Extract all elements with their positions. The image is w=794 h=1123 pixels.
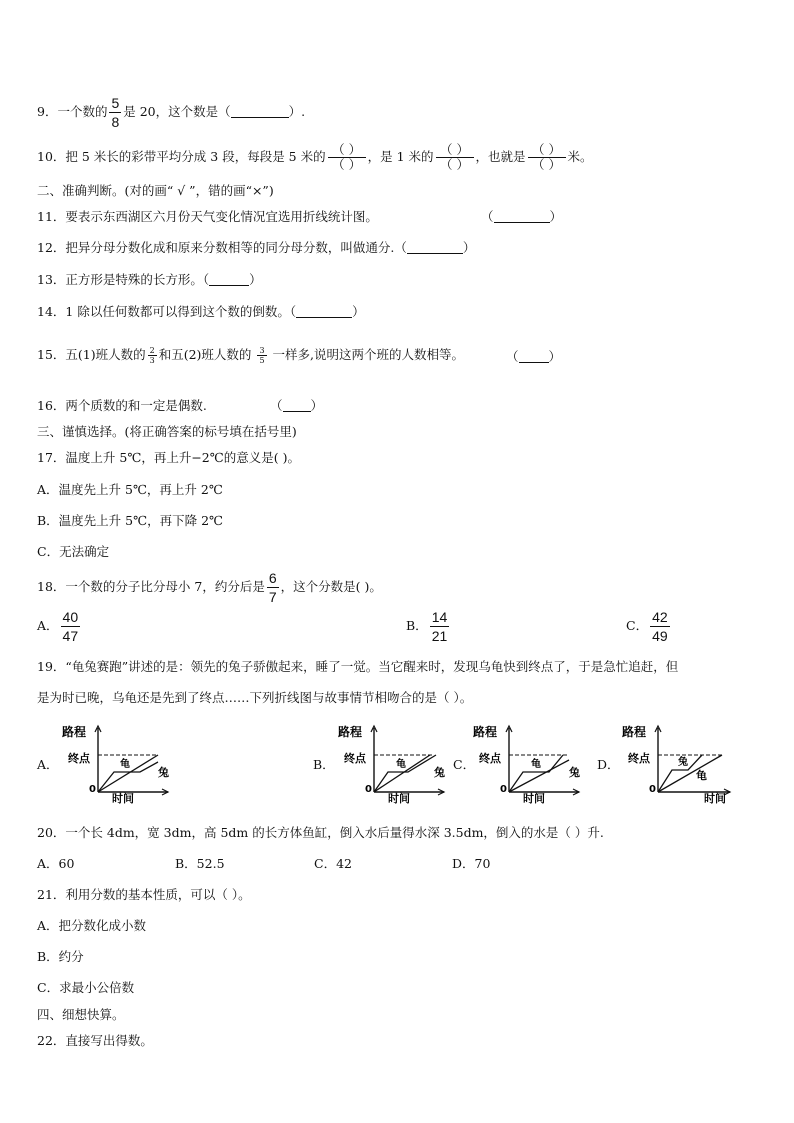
answer-blank[interactable] xyxy=(209,273,249,286)
option-d[interactable]: D．70 xyxy=(452,856,491,871)
section-heading-3: 三、谨慎选择。(将正确答案的标号填在括号里) xyxy=(37,424,297,439)
fraction: $\frac{42}{49}$ xyxy=(652,609,668,644)
option-b[interactable]: B． xyxy=(313,757,335,772)
axis-label-y: 路程 xyxy=(622,725,647,739)
question-14: 14．1 除以任何数都可以得到这个数的倒数。（ ） xyxy=(37,304,365,319)
line-graph-d xyxy=(622,722,734,808)
fraction: $\frac{3}{5}$ xyxy=(259,346,265,365)
option-b[interactable]: B．52.5 xyxy=(175,856,225,871)
question-9: 9．一个数的 $\frac{5}{8}$ 是 20，这个数是（ ）. xyxy=(37,95,306,130)
question-17: 17．温度上升 5℃，再上升−2℃的意义是( )。 xyxy=(37,450,300,465)
question-15: 15．五(1)班人数的 $\frac{2}{3}$ 和五(2)班人数的 $\frac{3}{5}$ 一样多,说明这两个班的人数相等。 xyxy=(37,346,465,365)
answer-fraction-blank[interactable]: $\frac{( )}{( )}$ xyxy=(328,143,366,172)
fraction: $\frac{2}{3}$ xyxy=(149,346,155,365)
finish-label: 终点 xyxy=(344,752,366,765)
question-16: 16．两个质数的和一定是偶数. xyxy=(37,398,207,413)
line-graph-b xyxy=(338,722,448,808)
fraction: $\frac{40}{47}$ xyxy=(62,609,79,644)
rabbit-label: 兔 xyxy=(158,766,169,779)
axis-label-y: 路程 xyxy=(338,725,363,739)
answer-blank[interactable] xyxy=(494,210,550,223)
section-heading-4: 四、细想快算。 xyxy=(37,1007,125,1022)
question-13: 13．正方形是特殊的长方形。（ ） xyxy=(37,272,262,287)
answer-blank[interactable] xyxy=(407,241,463,254)
option-c[interactable]: C． xyxy=(453,757,476,772)
answer-fraction-blank[interactable]: $\frac{( )}{( )}$ xyxy=(528,143,566,172)
option-a[interactable]: A． $\frac{40}{47}$ xyxy=(37,609,79,644)
turtle-label: 龟 xyxy=(120,759,130,770)
axis-label-x: 时间 xyxy=(523,792,545,804)
axis-label-y: 路程 xyxy=(473,725,498,739)
origin-label: 0 xyxy=(649,784,656,795)
finish-label: 终点 xyxy=(479,752,501,765)
answer-blank[interactable] xyxy=(519,350,549,363)
rabbit-label: 兔 xyxy=(434,766,445,779)
question-18: 18．一个数的分子比分母小 7，约分后是 $\frac{6}{7}$ ，这个分数是( )。 xyxy=(37,570,382,605)
answer-fraction-blank[interactable]: $\frac{( )}{( )}$ xyxy=(436,143,474,172)
fraction: $\frac{5}{8}$ xyxy=(111,95,120,130)
option-c[interactable]: C．无法确定 xyxy=(37,544,110,559)
line-graph-c xyxy=(473,722,583,808)
turtle-label: 龟 xyxy=(696,769,707,782)
finish-label: 终点 xyxy=(68,752,90,765)
option-a[interactable]: A．把分数化成小数 xyxy=(37,918,147,933)
answer-paren: （ ） xyxy=(481,209,563,224)
axis-label-x: 时间 xyxy=(388,792,410,804)
question-19-line2: 是为时已晚，乌龟还是先到了终点……下列折线图与故事情节相吻合的是（ ）。 xyxy=(37,690,473,705)
question-20: 20．一个长 4dm，宽 3dm，高 5dm 的长方体鱼缸，倒入水后量得水深 3.5dm，倒入的水是（ ）升. xyxy=(37,825,604,840)
axis-label-y: 路程 xyxy=(62,725,87,739)
option-b[interactable]: B．约分 xyxy=(37,949,84,964)
rabbit-label: 兔 xyxy=(678,757,688,768)
finish-label: 终点 xyxy=(628,752,650,765)
axis-label-x: 时间 xyxy=(112,792,134,804)
fraction: $\frac{6}{7}$ xyxy=(268,570,277,605)
origin-label: 0 xyxy=(365,784,372,795)
axis-label-x: 时间 xyxy=(704,792,726,804)
answer-blank[interactable] xyxy=(296,305,352,318)
line-graph-a xyxy=(62,722,172,808)
turtle-label: 龟 xyxy=(531,759,541,770)
fraction: $\frac{14}{21}$ xyxy=(431,609,448,644)
option-a[interactable]: A．温度先上升 5℃，再上升 2℃ xyxy=(37,482,223,497)
origin-label: 0 xyxy=(89,784,96,795)
answer-paren: （ ） xyxy=(506,349,562,364)
option-c[interactable]: C． $\frac{42}{49}$ xyxy=(626,609,668,644)
answer-blank[interactable] xyxy=(231,105,289,118)
option-d[interactable]: D． xyxy=(597,757,620,772)
question-11: 11．要表示东西湖区六月份天气变化情况宜选用折线统计图。 xyxy=(37,209,378,224)
turtle-label: 龟 xyxy=(396,759,406,770)
answer-paren: （ ） xyxy=(270,398,324,413)
option-b[interactable]: B．温度先上升 5℃，再下降 2℃ xyxy=(37,513,224,528)
question-10: 10．把 5 米长的彩带平均分成 3 段，每段是 5 米的 $\frac{( )}{( )}$ ，是 1 米的 $\frac{( )}{( )}$ ，也就是 $\frac{( )}{( )}$ 米。 xyxy=(37,142,593,172)
option-a[interactable]: A． xyxy=(37,757,59,772)
option-a[interactable]: A．60 xyxy=(37,856,75,871)
section-heading-2: 二、准确判断。(对的画“ √ ”，错的画“×”) xyxy=(37,183,274,198)
origin-label: 0 xyxy=(500,784,507,795)
option-c[interactable]: C．求最小公倍数 xyxy=(37,980,135,995)
option-c[interactable]: C．42 xyxy=(314,856,352,871)
question-21: 21．利用分数的基本性质，可以（ ）。 xyxy=(37,887,251,902)
rabbit-label: 兔 xyxy=(569,766,580,779)
question-19-line1: 19．“龟兔赛跑”讲述的是：领先的兔子骄傲起来，睡了一觉。当它醒来时，发现乌龟快到终点了，于是急忙追赶，但 xyxy=(37,659,679,674)
answer-blank[interactable] xyxy=(283,399,311,412)
question-22: 22．直接写出得数。 xyxy=(37,1033,153,1048)
option-b[interactable]: B． $\frac{14}{21}$ xyxy=(406,609,448,644)
question-12: 12．把异分母分数化成和原来分数相等的同分母分数，叫做通分.（ ） xyxy=(37,240,476,255)
